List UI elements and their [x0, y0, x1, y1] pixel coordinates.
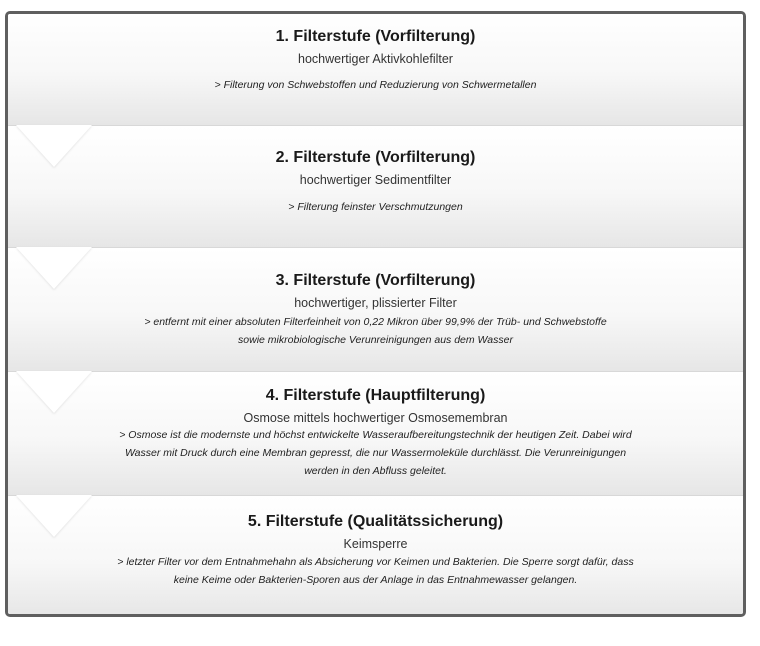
stage-description-line: > Filterung von Schwebstoffen und Reduzierung von Schwermetallen	[214, 79, 537, 91]
stage-title: 4. Filterstufe (Hauptfilterung)	[265, 387, 486, 404]
filter-stage-1	[8, 14, 743, 125]
stage-subtitle: Osmose mittels hochwertiger Osmosemembran	[243, 411, 508, 425]
stage-subtitle: hochwertiger, plissierter Filter	[294, 296, 457, 310]
stage-description-line: Wasser mit Druck durch eine Membran gepresst, die nur Wassermoleküle durchlässt. Die Verunreinigungen	[124, 447, 627, 459]
stage-description	[8, 76, 743, 94]
stage-title: 2. Filterstufe (Vorfilterung)	[275, 149, 476, 166]
stage-description-line: > entfernt mit einer absoluten Filterfeinheit von 0,22 Mikron über 99,9% der Trüb- und Schwebstoffe	[144, 316, 607, 328]
down-arrow-icon	[16, 125, 92, 167]
stage-description	[8, 553, 743, 589]
stage-description	[8, 313, 743, 349]
stage-description-line: keine Keime oder Bakterien-Sporen aus der Anlage in das Entnahmewasser gelangen.	[173, 574, 578, 586]
down-arrow-icon	[16, 247, 92, 289]
stage-title: 3. Filterstufe (Vorfilterung)	[275, 272, 476, 289]
filter-stage-5	[8, 495, 743, 617]
filter-stages-panel	[5, 11, 746, 617]
stage-description	[8, 426, 743, 480]
stage-subtitle: hochwertiger Sedimentfilter	[299, 173, 452, 187]
stage-description-line: werden in den Abfluss geleitet.	[304, 465, 447, 477]
filter-stage-3	[8, 247, 743, 372]
filter-stage-2	[8, 125, 743, 248]
down-arrow-icon	[16, 371, 92, 413]
down-arrow-icon	[16, 495, 92, 537]
stage-description-line: sowie mikrobiologische Verunreinigungen aus dem Wasser	[238, 334, 513, 346]
stage-description	[8, 198, 743, 216]
stage-description-line: > letzter Filter vor dem Entnahmehahn als Absicherung vor Keimen und Bakterien. Die Sperre sorgt dafür, dass	[117, 556, 634, 568]
stage-description-line: > Osmose ist die modernste und höchst entwickelte Wasseraufbereitungstechnik der heutigen Zeit. Dabei wird	[119, 429, 632, 441]
stage-description-line: > Filterung feinster Verschmutzungen	[288, 201, 463, 213]
stage-subtitle: hochwertiger Aktivkohlefilter	[298, 52, 453, 66]
stage-title: 1. Filterstufe (Vorfilterung)	[275, 28, 476, 45]
stage-subtitle: Keimsperre	[343, 537, 408, 551]
stage-title: 5. Filterstufe (Qualitätssicherung)	[247, 513, 504, 530]
filter-stage-4	[8, 371, 743, 496]
